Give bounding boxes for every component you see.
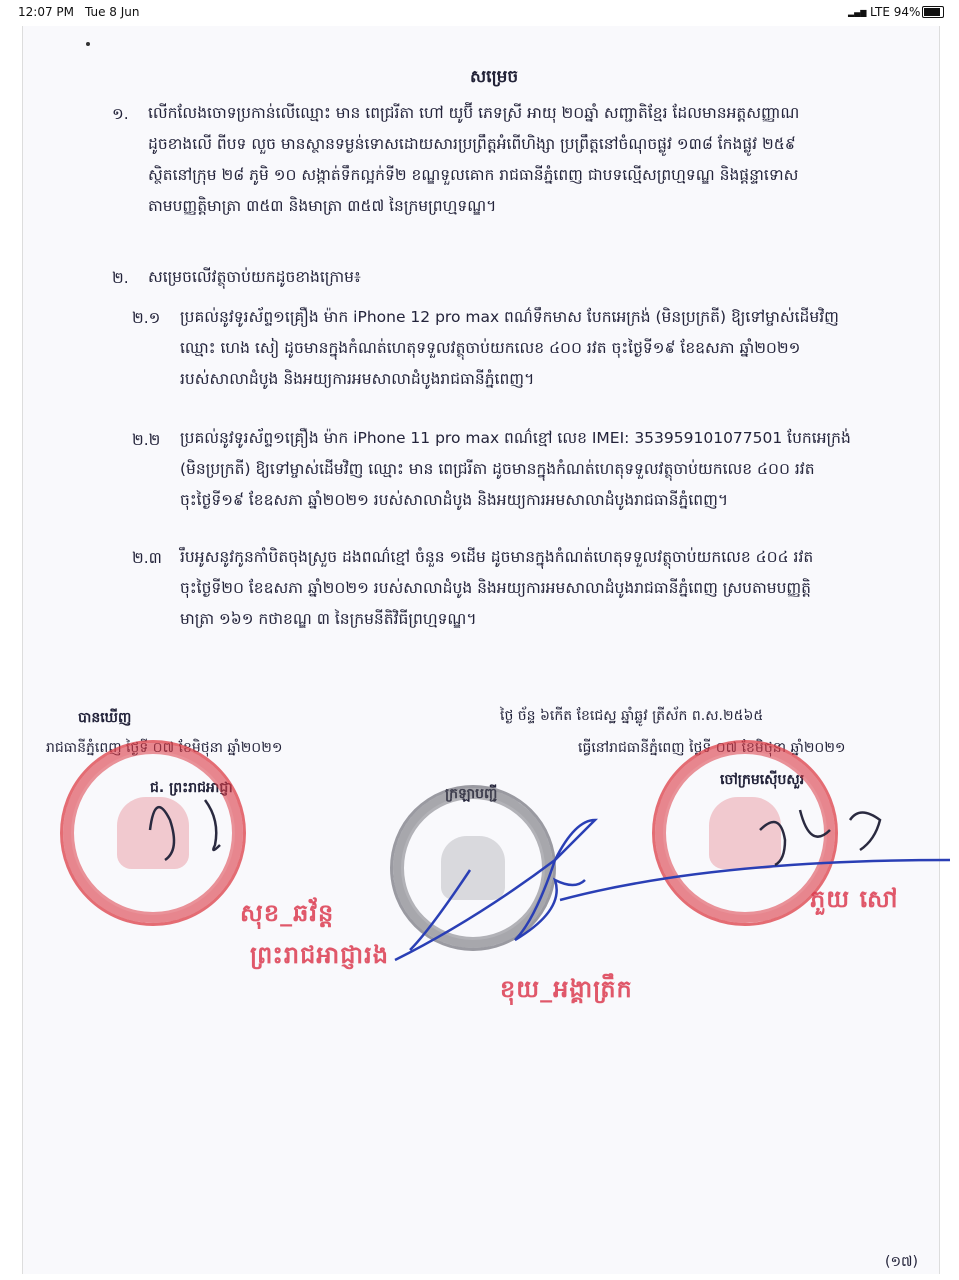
item-line: ប្រគល់នូវទូរស័ព្ទ១គ្រឿង ម៉ាក iPhone 12 pro max ពណ៌ទឹកមាស បែកអេក្រង់ (មិនប្រក្រតី) ឱ្យទៅម្ចាស់ដើមវិញ — [180, 308, 839, 326]
status-network: LTE 94% — [870, 5, 921, 19]
document-heading: សម្រេច — [470, 67, 519, 87]
judge-handwritten-signature — [760, 810, 880, 865]
section-1-line: ដូចខាងលើ ពីបទ លួច មានស្ថានទម្ងន់ទោសដោយសារប្រព្រឹត្តអំពើហិង្សា ប្រព្រឹត្តនៅចំណុចផ្លូវ ១៣៨ កែងផ្លូវ ២៥៩ — [148, 135, 796, 153]
left-signature-label: បានឃើញ — [78, 710, 132, 726]
right-signature-date-2: ធ្វើនៅរាជធានីភ្នំពេញ ថ្ងៃទី ០៧ ខែមិថុនា ឆ្នាំ២០២១ — [578, 740, 846, 756]
section-2-intro: សម្រេចលើវត្ថុចាប់យកដូចខាងក្រោម៖ — [148, 268, 361, 286]
item-line: រឹបអូសនូវកូនកាំបិតចុងស្រួច ដងពណ៌ខ្មៅ ចំនួន ១ដើម ដូចមានក្នុងកំណត់ហេតុទទួលវត្ថុចាប់យកលេខ ៤០៤ រវត — [180, 548, 814, 566]
clerk-title: ក្រឡាបញ្ជី — [445, 786, 498, 802]
item-line: ចុះថ្ងៃទី១៩ ខែឧសភា ឆ្នាំ២០២១ របស់សាលាដំបូង និងអយ្យការអមសាលាដំបូងរាជធានីភ្នំពេញ។ — [180, 491, 729, 509]
item-line: របស់សាលាដំបូង និងអយ្យការអមសាលាដំបូងរាជធានីភ្នំពេញ។ — [180, 370, 535, 388]
item-line: (មិនប្រក្រតី) ឱ្យទៅម្ចាស់ដើមវិញ ឈ្មោះ មាន ពេជ្ររីតា ដូចមានក្នុងកំណត់ហេតុទទួលវត្ថុចាប់យកលេខ ៤០០ រវត — [180, 460, 815, 478]
status-date: Tue 8 Jun — [85, 5, 140, 19]
item-line: ឈ្មោះ ហេង សៀ ដូចមានក្នុងកំណត់ហេតុទទួលវត្ថុចាប់យកលេខ ៤០០ រវត ចុះថ្ងៃទី១៩ ខែឧសភា ឆ្នាំ២០២១ — [180, 339, 801, 357]
right-signature-date-1: ថ្ងៃ ច័ន្ទ ៦កើត ខែជេស្ឋ ឆ្នាំឆ្លូវ ត្រីស័ក ព.ស.២៥៦៥ — [500, 708, 764, 724]
item-2-2-number: ២.២ — [132, 431, 161, 449]
left-signature-title: ជ. ព្រះរាជអាជ្ញា — [150, 780, 233, 796]
section-1-line: លើកលែងចោទប្រកាន់លើឈ្មោះ មាន ពេជ្ររីតា ហៅ យូប៊ី ភេទស្រី អាយុ ២០ឆ្នាំ សញ្ជាតិខ្មែរ ដែលមានអត្តសញ្ញាណ — [148, 104, 800, 122]
left-handwritten-signature — [150, 800, 220, 860]
section-1-line: តាមបញ្ញត្តិមាត្រា ៣៥៣ និងមាត្រា ៣៥៧ នៃក្រមព្រហ្មទណ្ឌ។ — [148, 197, 497, 215]
section-1-line: ស្ថិតនៅក្រុម ២៨ ភូមិ ១០ សង្កាត់ទឹកល្អក់ទី២ ខណ្ឌទួលគោក រាជធានីភ្នំពេញ ជាបទល្មើសព្រហ្មទណ្ឌ និងផ្តន្ទាទោស — [148, 166, 799, 184]
section-1-number: ១. — [112, 105, 129, 123]
item-line: មាត្រា ១៦១ កថាខណ្ឌ ៣ នៃក្រមនីតិវិធីព្រហ្មទណ្ឌ។ — [180, 610, 477, 628]
page-number: (១៧) — [885, 1254, 919, 1270]
signal-bars-icon: ▂▄▆ — [848, 8, 867, 17]
status-time: 12:07 PM — [18, 5, 74, 19]
item-2-3-number: ២.៣ — [132, 549, 162, 567]
judge-name: ភួយ សៅ — [810, 885, 899, 913]
item-line: ប្រគល់នូវទូរស័ព្ទ១គ្រឿង ម៉ាក iPhone 11 pro max ពណ៌ខ្មៅ លេខ IMEI: 353959101077501 បែកអេក្រង់ — [180, 429, 851, 447]
left-signer-title: ព្រះរាជអាជ្ញារង — [250, 941, 389, 969]
right-signature-title: ចៅក្រមស៊ើបសួរ — [720, 772, 805, 788]
left-signer-name: សុខ_ឆវ័ន្ត — [240, 899, 335, 927]
clerk-name: ខុយ_អង្គាត្រឹក — [500, 975, 633, 1003]
left-signature-date: រាជធានីភ្នំពេញ ថ្ងៃទី ០៧ ខែមិថុនា ឆ្នាំ២០២១ — [46, 740, 283, 756]
item-line: ចុះថ្ងៃទី២០ ខែឧសភា ឆ្នាំ២០២១ របស់សាលាដំបូង និងអយ្យការអមសាលាដំបូងរាជធានីភ្នំពេញ ស្របតាមបញ្ញត្តិ — [180, 579, 812, 597]
item-2-1-number: ២.១ — [132, 309, 161, 327]
section-2-number: ២. — [112, 269, 129, 287]
